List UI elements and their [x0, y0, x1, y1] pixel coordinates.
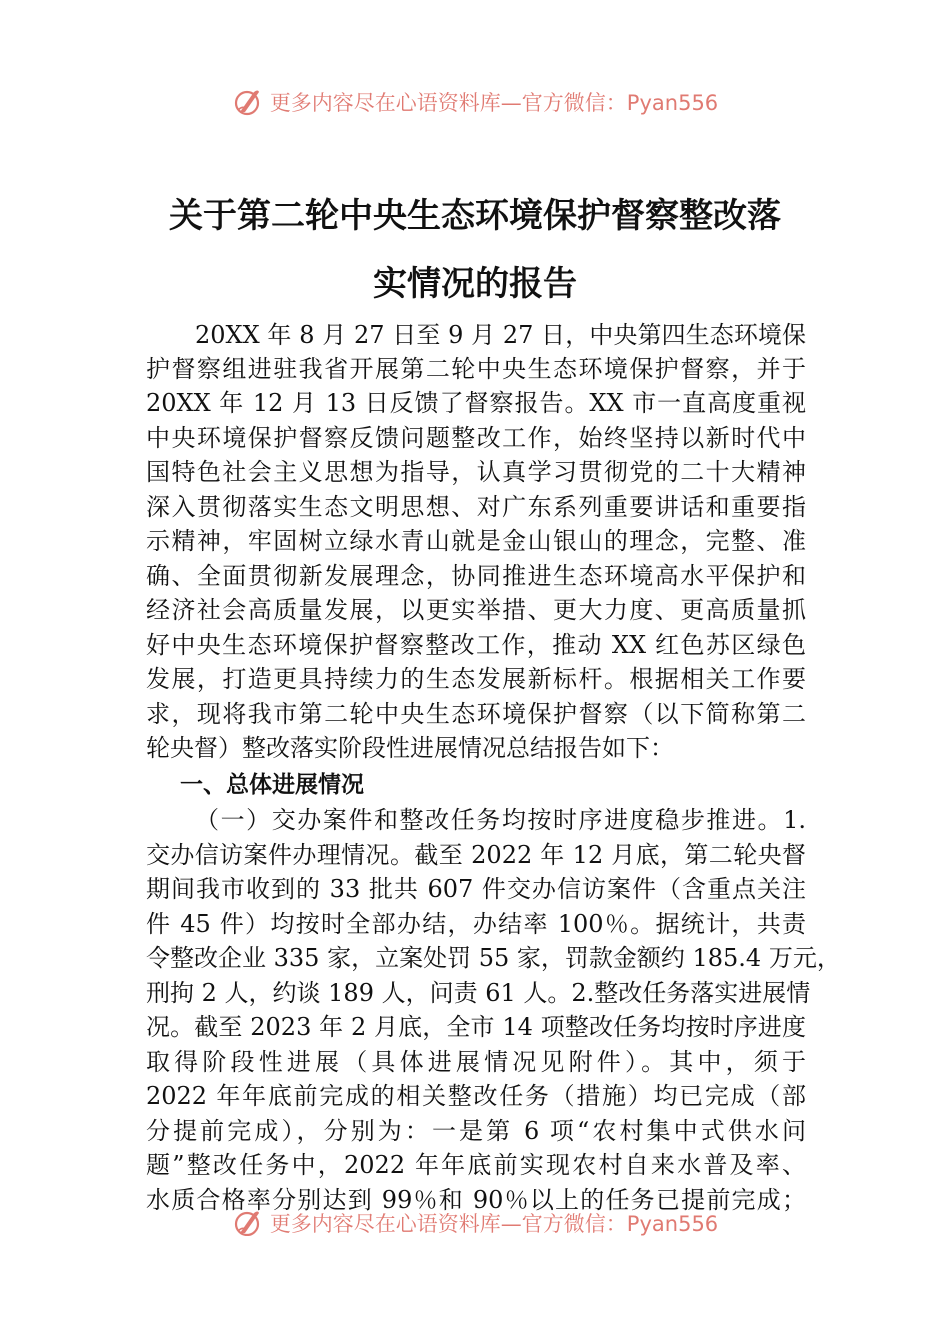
paragraph-line: 发展，打造更具持续力的生态发展新标杆。根据相关工作要	[146, 665, 806, 693]
paragraph-line: 20XX 年 12 月 13 日反馈了督察报告。XX 市一直高度重视	[146, 389, 806, 417]
document-title-line-1: 关于第二轮中央生态环境保护督察整改落	[169, 196, 781, 236]
paragraph-line: 轮央督）整改落实阶段性进展情况总结报告如下：	[146, 734, 674, 762]
paragraph-line: 护督察组进驻我省开展第二轮中央生态环境保护督察，并于	[146, 355, 806, 383]
watermark-header	[0, 82, 950, 122]
paragraph-line: 刑拘 2 人，约谈 189 人，问责 61 人。2.整改任务落实进展情	[146, 979, 811, 1007]
quill-seal-icon	[232, 86, 264, 118]
paragraph-line: 中央环境保护督察反馈问题整改工作，始终坚持以新时代中	[146, 424, 806, 452]
document-title-line-2: 实情况的报告	[373, 264, 577, 304]
paragraph-line: 水质合格率分别达到 99％和 90％以上的任务已提前完成；	[146, 1186, 806, 1214]
paragraph-line: （一）交办案件和整改任务均按时序进度稳步推进。1.	[195, 806, 806, 834]
watermark-text: 更多内容尽在心语资料库—官方微信：Pyan556	[269, 1212, 719, 1236]
paragraph-line: 确、全面贯彻新发展理念，协同推进生态环境高水平保护和	[146, 562, 806, 590]
paragraph-line: 20XX 年 8 月 27 日至 9 月 27 日，中央第四生态环境保	[195, 321, 806, 349]
paragraph-line: 示精神，牢固树立绿水青山就是金山银山的理念，完整、准	[146, 527, 806, 555]
paragraph-line: 分提前完成），分别为：一是第 6 项“农村集中式供水问	[146, 1117, 806, 1145]
watermark-text: 更多内容尽在心语资料库—官方微信：Pyan556	[269, 91, 719, 115]
watermark-footer	[0, 1202, 950, 1236]
paragraph-line: 况。截至 2023 年 2 月底，全市 14 项整改任务均按时序进度	[146, 1013, 806, 1041]
paragraph-line: 经济社会高质量发展，以更实举措、更大力度、更高质量抓	[146, 596, 806, 624]
paragraph-line: 2022 年年底前完成的相关整改任务（措施）均已完成（部	[146, 1082, 806, 1110]
paragraph-line: 件 45 件）均按时全部办结，办结率 100％。据统计，共责	[146, 910, 806, 938]
paragraph-line: 国特色社会主义思想为指导，认真学习贯彻党的二十大精神	[146, 458, 806, 486]
paragraph-line: 深入贯彻落实生态文明思想、对广东系列重要讲话和重要指	[146, 493, 806, 521]
paragraph-line: 求，现将我市第二轮中央生态环境保护督察（以下简称第二	[146, 700, 806, 728]
quill-seal-icon	[232, 1207, 264, 1236]
paragraph-line: 取得阶段性进展（具体进展情况见附件）。其中，须于	[146, 1048, 806, 1076]
paragraph-line: 好中央生态环境保护督察整改工作，推动 XX 红色苏区绿色	[146, 631, 806, 659]
paragraph-line: 期间我市收到的 33 批共 607 件交办信访案件（含重点关注	[146, 875, 806, 903]
paragraph-line: 令整改企业 335 家，立案处罚 55 家，罚款金额约 185.4 万元，	[146, 944, 841, 972]
paragraph-line: 题”整改任务中，2022 年年底前实现农村自来水普及率、	[146, 1151, 806, 1179]
paragraph-line: 交办信访案件办理情况。截至 2022 年 12 月底，第二轮央督	[146, 841, 806, 869]
section-heading: 一、总体进展情况	[180, 772, 364, 798]
